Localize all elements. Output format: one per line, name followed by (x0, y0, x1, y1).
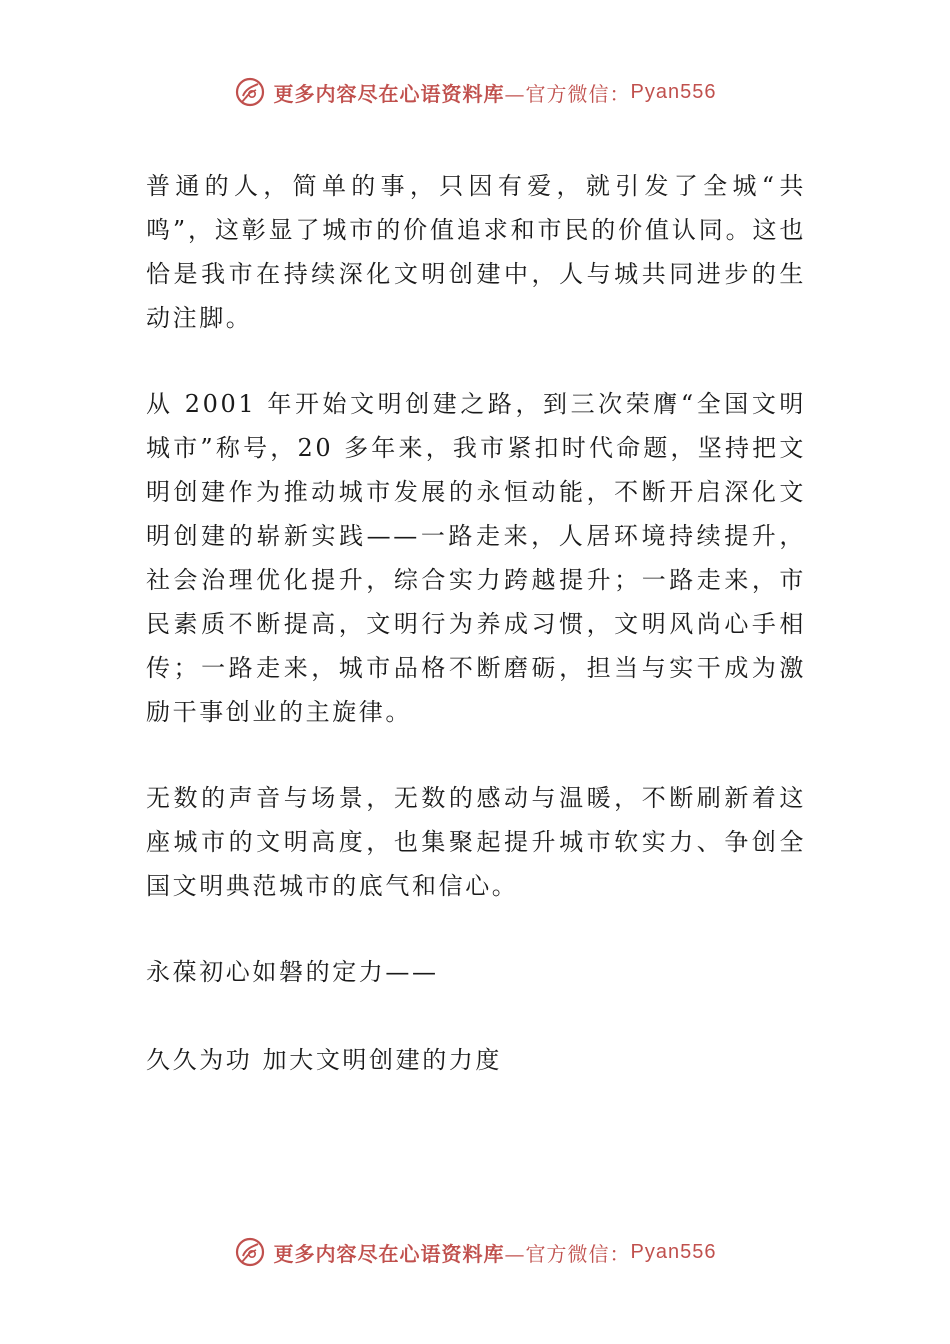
paragraph-2: 从 2001 年开始文明创建之路，到三次荣膺“全国文明城市”称号，20 多年来，我市紧扣时代命题，坚持把文明创建作为推动城市发展的永恒动能，不断开启深化文明创建的崭新实践——一路走来，人居环境持续提升，社会治理优化提升，综合实力跨越提升；一路走来，市民素质不断提高，文明行为养成习惯，文明风尚心手相传；一路走来，城市品格不断磨砺，担当与实干成为激励干事创业的主旋律。 (146, 390, 806, 726)
document-body (146, 164, 806, 1126)
section-heading-line: 永葆初心如磐的定力—— (146, 958, 439, 986)
paragraph-1: 普通的人，简单的事，只因有爱，就引发了全城“共鸣”，这彰显了城市的价值追求和市民的价值认同。这也恰是我市在持续深化文明创建中，人与城共同进步的生动注脚。 (146, 172, 806, 332)
watermark-text: 更多内容尽在心语资料库 (273, 81, 505, 106)
paragraph-3: 无数的声音与场景，无数的感动与温暖，不断刷新着这座城市的文明高度，也集聚起提升城市软实力、争创全国文明典范城市的底气和信心。 (146, 784, 806, 900)
watermark-text: 更多内容尽在心语资料库 (273, 1241, 505, 1266)
footer-watermark (0, 1232, 950, 1272)
rose-logo-icon (234, 76, 266, 108)
watermark-separator: —官方微信： (504, 1241, 631, 1266)
watermark-wechat-id: Pyan556 (630, 80, 717, 103)
rose-logo-icon (234, 1236, 266, 1268)
section-subheading: 久久为功 加大文明创建的力度 (146, 1046, 503, 1074)
header-watermark (0, 72, 950, 112)
watermark-wechat-id: Pyan556 (630, 1240, 717, 1263)
watermark-separator: —官方微信： (504, 81, 631, 106)
